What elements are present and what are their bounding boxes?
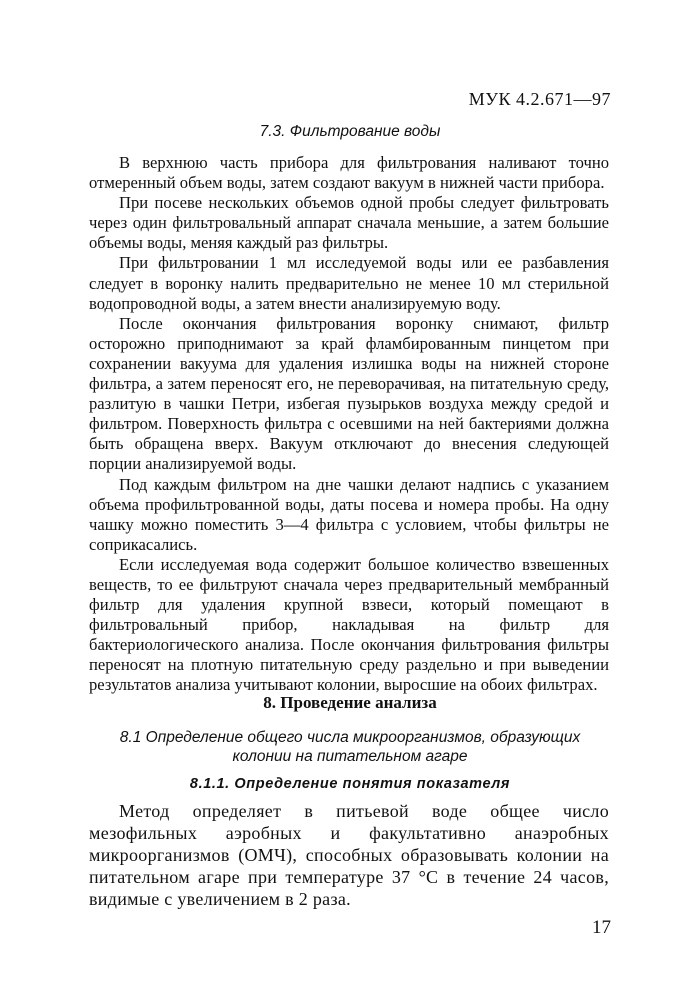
section-7-3-title: 7.3. Фильтрование воды [259,123,441,140]
section-8-heading: 8. Проведение анализа [263,693,437,712]
paragraph: В верхнюю часть прибора для фильтрования наливают точно отмеренный объем воды, затем создают вакуум в нижней части прибора. [89,153,609,193]
subsection-8-1-1-heading: 8.1.1. Определение понятия показателя [189,776,511,792]
paragraph: При фильтровании 1 мл исследуемой воды или ее разбавления следует в воронку налить предварительно не менее 10 мл стерильной водопроводной воды, а затем внести анализируемую воду. [89,253,609,313]
paragraph: Если исследуемая вода содержит большое количество взвешенных веществ, то ее фильтруют сначала через предварительный мембранный фильтр для удаления крупной взвеси, который помещают в фильтровальный прибор, накладывая на фильтр для бактериологического анализа. После окончания фильтрования фильтры переносят на плотную питательную среду раздельно и при выведении результатов анализа учитывают колонии, выросшие на обоих фильтрах. [89,554,609,695]
document-code: МУК 4.2.671—97 [468,89,611,109]
paragraph: При посеве нескольких объемов одной пробы следует фильтровать через один фильтровальный аппарат сначала меньшие, а затем большие объемы воды, меняя каждый раз фильтры. [89,193,609,253]
subsection-8-1-heading: 8.1 Определение общего числа микроорганизмов, образующих колонии на питательном агаре [119,729,581,765]
section-7-3-body [89,153,609,696]
subsection-8-1-1-body [89,800,609,910]
paragraph: Метод определяет в питьевой воде общее число мезофильных аэробных и факультативно анаэробных микроорганизмов (ОМЧ), способных образовывать колонии на питательном агаре при температуре 37 °С в течение 24 часов, видимые с увеличением в 2 раза. [89,801,609,909]
paragraph: Под каждым фильтром на дне чашки делают надпись с указанием объема профильтрованной воды, даты посева и номера пробы. На одну чашку можно поместить 3—4 фильтра с условием, чтобы фильтры не соприкасались. [89,474,609,554]
paragraph: После окончания фильтрования воронку снимают, фильтр осторожно приподнимают за край фламбированным пинцетом при сохранении вакуума для удаления излишка воды на нижней стороне фильтра, а затем переносят его, не переворачивая, на питательную среду, разлитую в чашки Петри, избегая пузырьков воздуха между средой и фильтром. Поверхность фильтра с осевшими на ней бактериями должна быть обращена вверх. Вакуум отключают до внесения следующей порции анализируемой воды. [89,313,609,474]
page-number: 17 [592,917,611,938]
